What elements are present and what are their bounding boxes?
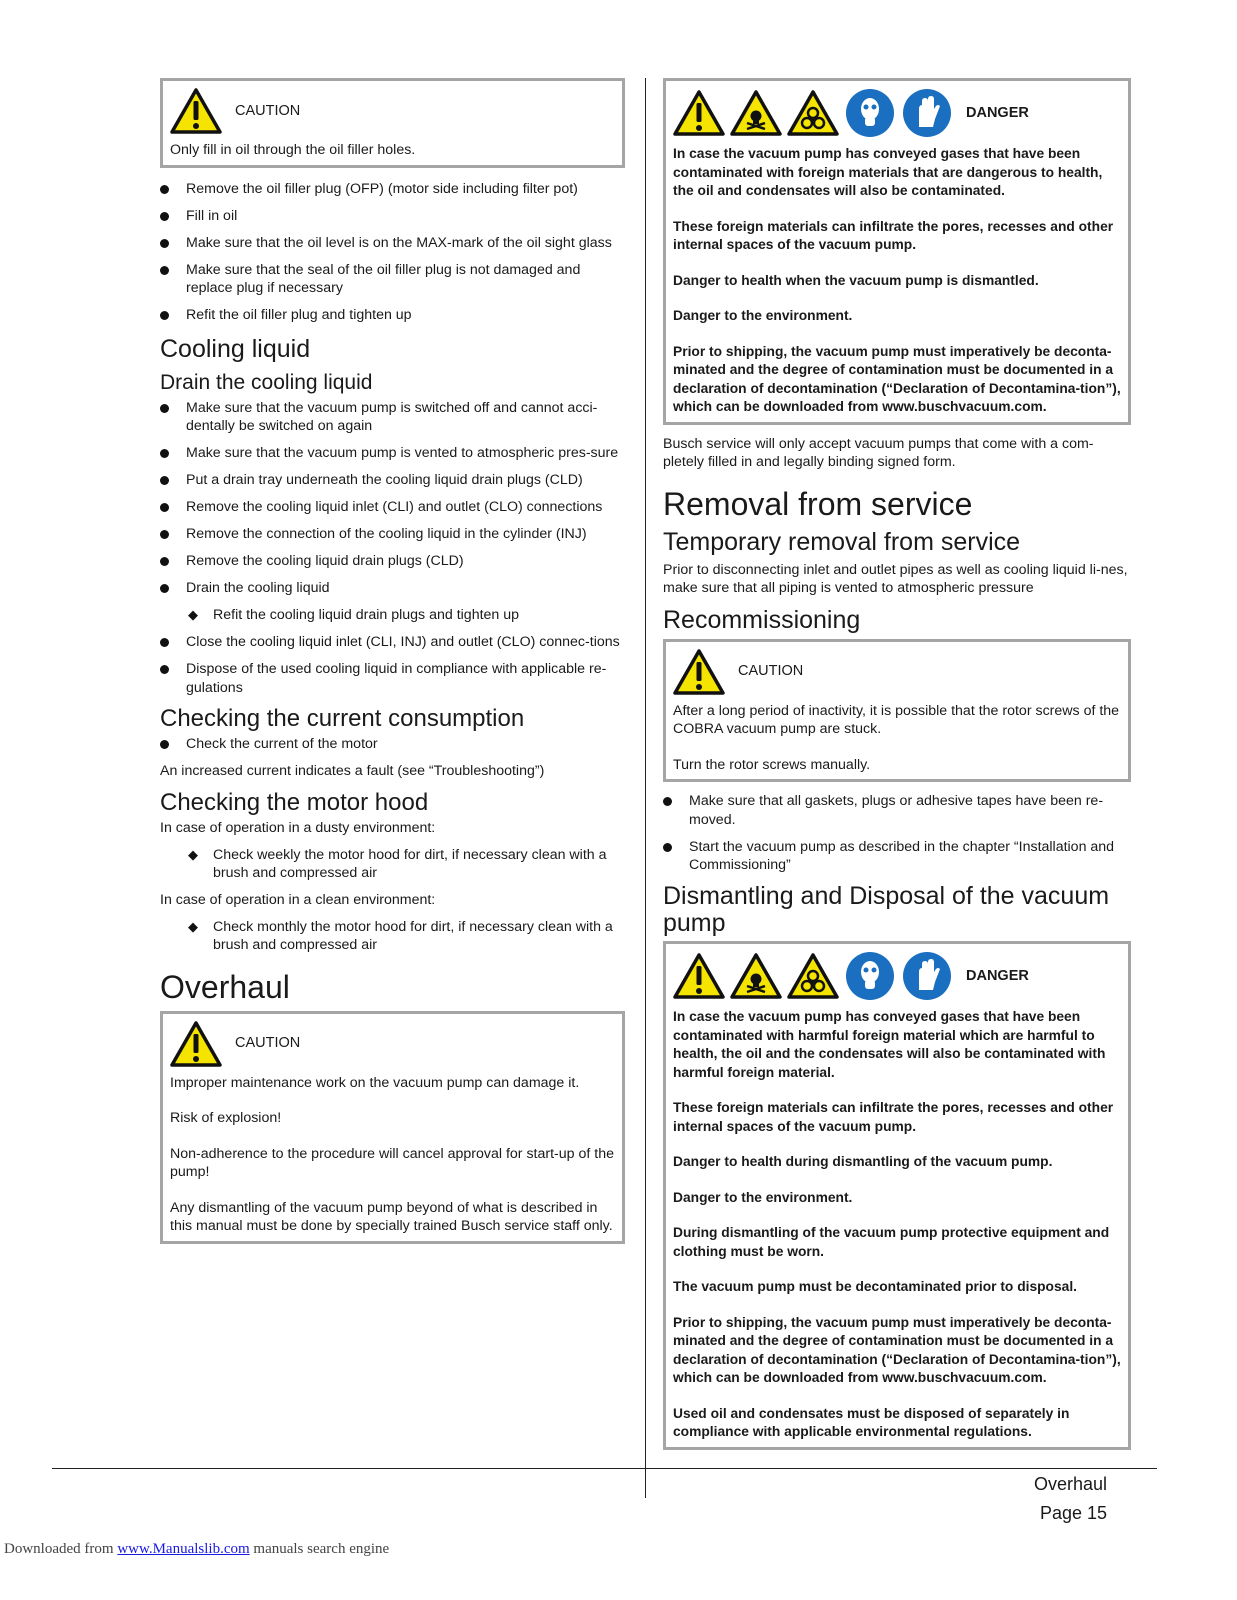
caution-text: Only fill in oil through the oil filler holes. (170, 142, 416, 158)
list-item: Refit the oil filler plug and tighten up (160, 306, 625, 325)
warning-icon (170, 87, 222, 135)
hood-clean-text: In case of operation in a clean environment: (160, 892, 436, 908)
toxic-hazard-icon (730, 89, 782, 137)
subheading-recommissioning: Recommissioning (663, 605, 861, 634)
danger-label: DANGER (966, 104, 1029, 121)
subheading-motor-hood: Checking the motor hood (160, 789, 429, 816)
list-item: Make sure that the vacuum pump is switched off and cannot acci-dentally be switched on again (160, 399, 625, 436)
danger-text: Danger to health when the vacuum pump is dismantled. (673, 272, 1039, 288)
list-item: Make sure that the seal of the oil filler plug is not damaged and replace plug if necessary (160, 261, 625, 298)
caution-label: CAUTION (235, 1035, 301, 1052)
list-item: Put a drain tray underneath the cooling liquid drain plugs (CLD) (160, 471, 625, 490)
danger-text: In case the vacuum pump has conveyed gases that have been contaminated with foreign materials that are dangerous to health, the oil and condensates will also be contaminated. (673, 146, 1103, 198)
danger-text: Used oil and condensates must be disposed of separately in compliance with applicable environmental regulations. (673, 1405, 1070, 1439)
danger-text: Prior to shipping, the vacuum pump must imperatively be deconta-minated and the degree of contamination must be documented in a declaration of decontamination (“Declaration of Decontamina-tion”), which can be downloaded from www.buschvacuum.com. (673, 1314, 1121, 1385)
list-item: Make sure that the oil level is on the MAX-mark of the oil sight glass (160, 234, 625, 253)
list-item: Dispose of the used cooling liquid in compliance with applicable re-gulations (160, 660, 625, 697)
danger-text: Danger to health during dismantling of the vacuum pump. (673, 1154, 1053, 1169)
danger-text: The vacuum pump must be decontaminated prior to disposal. (673, 1279, 1077, 1294)
list-item: Close the cooling liquid inlet (CLI, INJ) and outlet (CLO) connec-tions (160, 633, 625, 652)
caution-box-recommissioning (663, 639, 1131, 783)
list-item: Make sure that the vacuum pump is vented to atmospheric pres-sure (160, 444, 625, 463)
caution-text: Improper maintenance work on the vacuum pump can damage it. (170, 1074, 580, 1091)
list-subitem: ◆ Check monthly the motor hood for dirt, if necessary clean with a brush and compressed air (160, 918, 625, 955)
list-item: Remove the cooling liquid drain plugs (CLD) (160, 552, 625, 571)
left-column (160, 78, 625, 1244)
biohazard-icon (787, 952, 839, 1000)
danger-box-dismantling (663, 941, 1131, 1450)
warning-icon (673, 648, 725, 696)
caution-label: CAUTION (235, 102, 301, 119)
list-item: Drain the cooling liquid (160, 579, 625, 598)
respirator-mask-icon (844, 87, 896, 139)
hood-dusty-text: In case of operation in a dusty environment: (160, 820, 436, 836)
caution-text: After a long period of inactivity, it is possible that the rotor screws of the COBRA vacuum pump are stuck. (673, 702, 1120, 737)
caution-box-oil (160, 78, 625, 168)
footer-section-title: Overhaul (1033, 1474, 1107, 1494)
section-heading-overhaul: Overhaul (160, 968, 290, 1005)
subheading-dismantling-disposal: Dismantling and Disposal of the vacuum pump (663, 882, 1110, 937)
caution-text: Any dismantling of the vacuum pump beyond of what is described in this manual must be done by specially trained Busch service staff only. (170, 1199, 613, 1234)
list-item: Remove the connection of the cooling liquid in the cylinder (INJ) (160, 525, 625, 544)
danger-text: In case the vacuum pump has conveyed gases that have been contaminated with harmful foreign material which are harmful to health, the oil and the condensates will also be contaminated with harmful foreign material. (673, 1009, 1106, 1080)
danger-text: During dismantling of the vacuum pump protective equipment and clothing must be worn. (673, 1225, 1110, 1259)
right-column (663, 78, 1131, 1450)
download-suffix: manuals search engine (249, 1541, 390, 1557)
list-subitem: ◆ Check weekly the motor hood for dirt, if necessary clean with a brush and compressed air (160, 846, 625, 883)
list-subitem: ◆ Refit the cooling liquid drain plugs and tighten up (160, 606, 625, 625)
list-item: Check the current of the motor (160, 735, 625, 754)
subheading-drain-cooling-liquid: Drain the cooling liquid (160, 370, 373, 394)
danger-text: These foreign materials can infiltrate the pores, recesses and other internal spaces of the vacuum pump. (673, 1100, 1114, 1134)
section-heading-cooling-liquid: Cooling liquid (160, 334, 311, 363)
section-heading-removal: Removal from service (663, 485, 973, 522)
danger-label: DANGER (966, 967, 1029, 984)
list-item: Make sure that all gaskets, plugs or adhesive tapes have been re-moved. (663, 792, 1131, 829)
drain-steps-list (160, 399, 625, 698)
current-note: An increased current indicates a fault (see “Troubleshooting”) (160, 762, 545, 779)
caution-label: CAUTION (738, 663, 804, 680)
hood-dusty-list (160, 846, 625, 883)
busch-service-note: Busch service will only accept vacuum pumps that come with a com-pletely filled in and legally binding signed form. (663, 435, 1094, 470)
caution-text: Non-adherence to the procedure will cancel approval for start-up of the pump! (170, 1145, 615, 1180)
oil-steps-list (160, 180, 625, 325)
footer-rule (52, 1468, 1157, 1469)
recommissioning-steps-list (663, 792, 1131, 875)
danger-text: Danger to the environment. (673, 308, 853, 323)
list-item: Fill in oil (160, 207, 625, 226)
subheading-temporary-removal: Temporary removal from service (663, 527, 1021, 556)
hood-clean-list (160, 918, 625, 955)
danger-text: Danger to the environment. (673, 1189, 853, 1205)
temporary-removal-text: Prior to disconnecting inlet and outlet pipes as well as cooling liquid li-nes, make sure that all piping is vented to atmospheric pressure (663, 561, 1128, 596)
list-item: Remove the oil filler plug (OFP) (motor side including filter pot) (160, 180, 625, 199)
warning-icon (170, 1020, 222, 1068)
list-item: Start the vacuum pump as described in the chapter “Installation and Commissioning” (663, 838, 1131, 875)
list-item: Remove the cooling liquid inlet (CLI) and outlet (CLO) connections (160, 498, 625, 517)
warning-icon (673, 89, 725, 137)
subheading-current-consumption: Checking the current consumption (160, 704, 525, 732)
danger-box-contamination (663, 78, 1131, 425)
column-divider (645, 78, 646, 1498)
warning-icon (673, 952, 725, 1000)
manualslib-link[interactable]: www.Manualslib.com (117, 1541, 250, 1557)
protective-gloves-icon (901, 950, 953, 1002)
danger-text: These foreign materials can infiltrate the pores, recesses and other internal spaces of the vacuum pump. (673, 218, 1114, 252)
danger-text: Prior to shipping, the vacuum pump must imperatively be deconta-minated and the degree of contamination must be documented in a declaration of decontamination (“Declaration of Decontamina-tion”), which can be downloaded from www.buschvacuum.com. (673, 343, 1121, 414)
caution-text: Risk of explosion! (170, 1110, 282, 1126)
caution-text: Turn the rotor screws manually. (673, 756, 871, 773)
download-prefix: Downloaded from (4, 1541, 118, 1557)
caution-box-overhaul (160, 1011, 625, 1244)
download-banner (4, 1541, 389, 1558)
protective-gloves-icon (901, 87, 953, 139)
current-steps-list (160, 735, 625, 754)
footer-page-number: Page 15 (1039, 1503, 1107, 1523)
respirator-mask-icon (844, 950, 896, 1002)
toxic-hazard-icon (730, 952, 782, 1000)
biohazard-icon (787, 89, 839, 137)
